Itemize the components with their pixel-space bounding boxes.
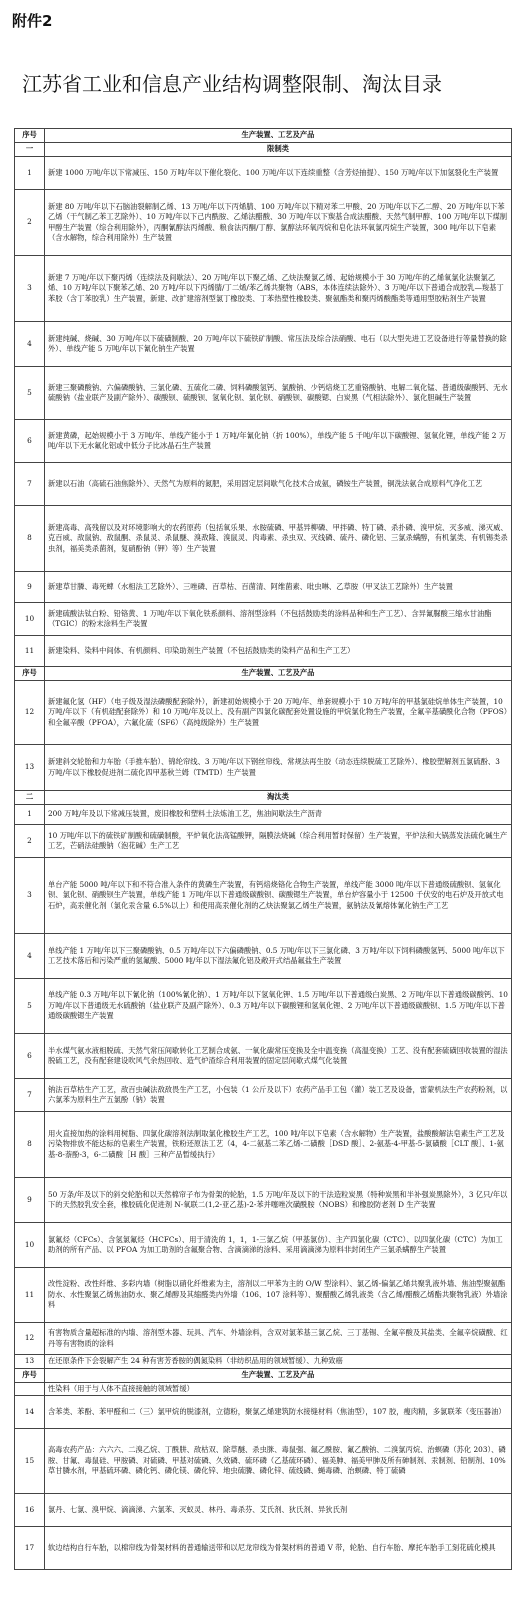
table-row — [15, 1079, 512, 1112]
row-number: 2 — [15, 190, 45, 256]
row-text: 新建三聚磷酸钠、六偏磷酸钠、三氯化磷、五硫化二磷、饲料磷酸氢钙、氯酸钠、少钙焙烧工艺重铬酸钠、电解二氧化锰、普通级碳酸钙、无水硫酸钠（盐业联产及副产除外）、碳酸钡、硫酸钡、氢氧化钡、氯化钡、硝酸钡、碳酸锶、白炭黑（气相法除外）、氯化胆碱生产装置 — [45, 367, 512, 420]
row-text: 在还原条件下会裂解产生 24 种有害芳香胺的偶氮染料（非纺织品用的领域暂缓）、九种致癌 — [45, 1355, 512, 1369]
row-number: 5 — [15, 979, 45, 1034]
row-text: 改性淀粉、改性纤维、多彩内墙（树脂以硝化纤维素为主，溶剂以二甲苯为主的 O/W 型涂料）、氯乙烯-偏氯乙烯共聚乳液外墙、焦油型聚氨酯防水、水性聚氯乙烯焦油防水、聚乙烯醇及其缩醛类内外墙（106、107 涂料等）、聚醋酸乙烯乳液类（含乙烯/醋酸乙烯酯共聚物乳液）外墙涂料 — [45, 1268, 512, 1323]
table-row — [15, 256, 512, 322]
row-text: 新建 80 万吨/年以下石脑油裂解制乙烯、13 万吨/年以下丙烯腈、100 万吨/年以下精对苯二甲酸、20 万吨/年以下乙二醇、20 万吨/年以下苯乙烯（干气制乙苯工艺除外）、10 万吨/年以下己内酰胺、乙烯法醋酸、30 万吨/年以下羰基合成法醋酸、天然气制甲醇、100 万吨/年以下煤制甲醇生产装置（综合利用除外），丙酮氰醇法丙烯酸、粮食法丙酮/丁醇、氯醇法环氧丙烷和皂化法环氧氯丙烷生产装置，300 吨/年以下皂素（含水解物，综合利用除外）生产装置 — [45, 190, 512, 256]
table-row — [15, 190, 512, 256]
row-text: 高毒农药产品：六六六、二溴乙烷、丁酰肼、敌枯双、除草醚、杀虫脒、毒鼠强、氟乙酰胺、氟乙酸钠、二溴氯丙烷、治螟磷（苏化 203）、磷胺、甘氟、毒鼠硅、甲胺磷、对硫磷、甲基对硫磷、久效磷、硫环磷（乙基硫环磷）、福美胂、福美甲胂及所有砷制剂、汞制剂、铅制剂、10%草甘膦水剂，甲基硫环磷、磷化钙、磷化镁、磷化锌、地虫硫膦、磷化锌、硫线磷、蝇毒磷、治螟磷、特丁硫磷 — [45, 1429, 512, 1494]
table-header-row — [15, 129, 512, 143]
table-row — [15, 603, 512, 636]
table-row — [15, 681, 512, 745]
row-number: 1 — [15, 805, 45, 825]
table-row — [15, 1178, 512, 1223]
row-text: 性染料（用于与人体不直接接触的领域暂缓） — [45, 1382, 512, 1396]
row-text: 有害物质含量超标准的内墙、溶剂型木器、玩具、汽车、外墙涂料，含双对氯苯基三氯乙烷、三丁基锡、全氟辛酸及其盐类、全氟辛烷磺酸、红丹等有害物质的涂料 — [45, 1323, 512, 1355]
table-row — [15, 1034, 512, 1079]
row-text: 新建以石油（高硫石油焦除外）、天然气为原料的氮肥，采用固定层间歇气化技术合成氨，磷铵生产装置，铜洗法氨合成原料气净化工艺 — [45, 463, 512, 506]
row-number: 11 — [15, 636, 45, 667]
row-number: 10 — [15, 1223, 45, 1268]
row-text: 新建斜交轮胎和力车胎（手推车胎）、锦纶帘线、3 万吨/年以下钢丝帘线、常规法再生胶（动态连续脱硫工艺除外）、橡胶塑解剂五氯硫酚、3 万吨/年以下橡胶促进剂二硫化四甲基秋兰姆（TMTD）生产装置 — [45, 745, 512, 791]
row-text: 50 万条/年及以下的斜交轮胎和以天然棉帘子布为骨架的轮胎，1.5 万吨/年及以下的干法造粒炭黑（特种炭黑和半补强炭黑除外），3 亿只/年以下的天然胶乳安全套，橡胶硫化促进剂 N-氧联二(1,2-亚乙基)-2-苯并噻唑次磺酰胺（NOBS）和橡胶防老剂 D 生产装置 — [45, 1178, 512, 1223]
row-text: 氯氟烃（CFCs）、含氢氯氟烃（HCFCs）、用于清洗的 1，1，1-三氯乙烷（甲基氯仿）、主产四氯化碳（CTC）、以四氯化碳（CTC）为加工助剂的所有产品、以 PFOA 为加工助剂的含氟聚合物、含滴滴涕的涂料、采用滴滴涕为原料非封闭生产三氯杀螨醇生产装置 — [45, 1223, 512, 1268]
section-label: 生产装置、工艺及产品 — [45, 1368, 512, 1382]
catalog-table — [14, 128, 512, 1570]
row-number: 12 — [15, 681, 45, 745]
row-text: 氯丹、七氯、溴甲烷、滴滴涕、六氯苯、灭蚁灵、林丹、毒杀芬、艾氏剂、狄氏剂、异狄氏剂 — [45, 1494, 512, 1527]
table-row — [15, 1382, 512, 1396]
row-text: 软边结构自行车胎，以棉帘线为骨架材料的普通输送带和以尼龙帘线为骨架材料的普通 V 带，轮胎、自行车胎、摩托车胎手工刻花硫化模具 — [45, 1527, 512, 1570]
header-content: 生产装置、工艺及产品 — [45, 129, 512, 143]
table-row — [15, 636, 512, 667]
section-num: 一 — [15, 143, 45, 157]
row-number: 3 — [15, 858, 45, 934]
row-text: 新建 1000 万吨/年以下常减压、150 万吨/年以下催化裂化、100 万吨/年以下连续重整（含芳烃抽提）、150 万吨/年以下加氢裂化生产装置 — [45, 157, 512, 190]
table-row — [15, 858, 512, 934]
table-row — [15, 572, 512, 603]
section-num: 二 — [15, 791, 45, 805]
row-number: 3 — [15, 256, 45, 322]
row-text: 单台产能 5000 吨/年以下和不符合准入条件的黄磷生产装置，有钙焙烧铬化合物生产装置，单线产能 3000 吨/年以下普通级硫酸钡、氢氧化钡、氯化钡、硝酸钡生产装置，单线产能 1 万吨/年以下普通级碳酸钡、碳酸锶生产装置，单台炉容量小于 12500 千伏安的电石炉及开放式电石炉，高汞催化剂（氯化汞含量 6.5%以上）和使用高汞催化剂的乙炔法聚氯乙烯生产装置，氨钠法及氰熔体氰化钠生产工艺 — [45, 858, 512, 934]
row-text: 200 万吨/年及以下常减压装置，废旧橡胶和塑料土法炼油工艺，焦油间歇法生产沥青 — [45, 805, 512, 825]
table-row — [15, 805, 512, 825]
attachment-label: 附件2 — [12, 12, 53, 30]
row-number: 9 — [15, 572, 45, 603]
row-number: 8 — [15, 506, 45, 572]
row-text: 含苯类、苯酚、苯甲醛和二（三）氯甲烷的脱漆剂，立德粉，聚氯乙烯建筑防水接缝材料（焦油型），107 胶，瘦肉精，多氯联苯（变压器油） — [45, 1396, 512, 1429]
table-row — [15, 506, 512, 572]
row-number: 11 — [15, 1268, 45, 1323]
row-number: 4 — [15, 934, 45, 979]
row-number: 12 — [15, 1323, 45, 1355]
table-row — [15, 934, 512, 979]
row-text: 新建 7 万吨/年以下聚丙烯（连续法及间歇法）、20 万吨/年以下聚乙烯、乙炔法聚氯乙烯、起始规模小于 30 万吨/年的乙烯氧氯化法聚氯乙烯、10 万吨/年以下聚苯乙烯、20 万吨/年以下丙烯腈/丁二烯/苯乙烯共聚物（ABS，本体连续法除外）、3 万吨/年以下普通合成胶乳—羧基丁苯胶（含丁苯胶乳）生产装置，新建、改扩建溶剂型氯丁橡胶类、丁苯热塑性橡胶类、聚氨酯类和聚丙烯酸酯类等通用型胶粘剂生产装置 — [45, 256, 512, 322]
table-header-row — [15, 667, 512, 681]
table-row — [15, 745, 512, 791]
row-number: 5 — [15, 367, 45, 420]
table-header-row — [15, 1368, 512, 1382]
row-number: 7 — [15, 463, 45, 506]
table-row — [15, 1429, 512, 1494]
row-text: 新建草甘膦、毒死蜱（水相法工艺除外）、三唑磷、百草枯、百菌清、阿维菌素、吡虫啉、乙草胺（甲叉法工艺除外）生产装置 — [45, 572, 512, 603]
row-number: 1 — [15, 157, 45, 190]
row-number: 13 — [15, 1355, 45, 1369]
row-text: 单线产能 0.3 万吨/年以下氰化钠（100%氰化钠）、1 万吨/年以下氢氧化钾、1.5 万吨/年以下普通级白炭黑、2 万吨/年以下普通级碳酸钙、10 万吨/年以下普通级无水硫酸钠（盐业联产及副产除外）、0.3 万吨/年以下碳酸锂和氢氧化锂、2 万吨/年以下普通级碳酸钡、1.5 万吨/年以下普通级碳酸锶生产装置 — [45, 979, 512, 1034]
table-row — [15, 825, 512, 858]
row-number: 6 — [15, 1034, 45, 1079]
row-text: 新建高毒、高残留以及对环境影响大的农药原药（包括氧乐果、水胺硫磷、甲基异柳磷、甲拌磷、特丁磷、杀扑磷、溴甲烷、灭多威、涕灭威、克百威、敌鼠钠、敌鼠酮、杀鼠灵、杀鼠醚、溴敌隆、溴鼠灵、肉毒素、杀虫双、灭线磷、硫丹、磷化铝、三氯杀螨醇，有机氯类、有机锡类杀虫剂，福美类杀菌剂，复硝酚钠（钾）等）生产装置 — [45, 506, 512, 572]
table-row — [15, 367, 512, 420]
row-text: 钠法百草枯生产工艺，敌百虫碱法敌敌畏生产工艺，小包装（1 公斤及以下）农药产品手工包（灌）装工艺及设备，雷蒙机法生产农药粉剂，以六氯苯为原料生产五氯酚（钠）装置 — [45, 1079, 512, 1112]
row-number: 9 — [15, 1178, 45, 1223]
table-row — [15, 1355, 512, 1369]
row-number: 10 — [15, 603, 45, 636]
row-number: 8 — [15, 1112, 45, 1178]
row-text: 新建染料、染料中间体、有机颜料、印染助剂生产装置（不包括鼓励类的染料产品和生产工艺） — [45, 636, 512, 667]
row-number: 2 — [15, 825, 45, 858]
row-text: 新建黄磷，起始规模小于 3 万吨/年、单线产能小于 1 万吨/年氰化钠（折 100%），单线产能 5 千吨/年以下碳酸锂、氢氧化锂，单线产能 2 万吨/年以下无水氟化铝或中低分子比冰晶石生产装置 — [45, 420, 512, 463]
table-row — [15, 1268, 512, 1323]
section-num: 序号 — [15, 667, 45, 681]
table-row — [15, 463, 512, 506]
row-text: 10 万吨/年以下的硫铁矿制酸和硫磺制酸，平炉氧化法高锰酸钾，隔膜法烧碱（综合利用暂时保留）生产装置，平炉法和大锅蒸发法硫化碱生产工艺，芒硝法硅酸钠（泡花碱）生产工艺 — [45, 825, 512, 858]
section-row — [15, 143, 512, 157]
row-number: 4 — [15, 322, 45, 367]
section-label: 淘汰类 — [45, 791, 512, 805]
section-row — [15, 791, 512, 805]
table-row — [15, 420, 512, 463]
row-number: 16 — [15, 1494, 45, 1527]
row-number: 17 — [15, 1527, 45, 1570]
table-row — [15, 1396, 512, 1429]
table-row — [15, 1323, 512, 1355]
row-number: 15 — [15, 1429, 45, 1494]
section-num: 序号 — [15, 1368, 45, 1382]
table-row — [15, 979, 512, 1034]
table-row — [15, 1494, 512, 1527]
row-number: 7 — [15, 1079, 45, 1112]
row-number: 14 — [15, 1396, 45, 1429]
row-text: 用火直接加热的涂料用树脂、四氯化碳溶剂法制取氯化橡胶生产工艺，100 吨/年以下皂素（含水解物）生产装置，盐酸酸解法皂素生产工艺及污染物排放不能达标的皂素生产装置，铁粉还原法工艺（4，4-二氨基二苯乙烯-二磺酸［DSD 酸］、2-氨基-4-甲基-5-氯磺酸［CLT 酸］、1-氨基-8-萘酚-3，6-二磺酸［H 酸］三种产品暂缓执行） — [45, 1112, 512, 1178]
row-number: 6 — [15, 420, 45, 463]
section-label: 生产装置、工艺及产品 — [45, 667, 512, 681]
header-num: 序号 — [15, 129, 45, 143]
table-row — [15, 1223, 512, 1268]
table-row — [15, 157, 512, 190]
table-row — [15, 322, 512, 367]
table-row — [15, 1112, 512, 1178]
table-row — [15, 1527, 512, 1570]
row-text: 半水煤气氨水液相脱硫、天然气常压间歇转化工艺制合成氨、一氧化碳常压变换及全中温变换（高温变换）工艺、没有配套硫磺回收装置的湿法脱硫工艺，没有配套建设吹风气余热回收、造气炉渣综合利用装置的固定层间歇式煤气化装置 — [45, 1034, 512, 1079]
row-number: 13 — [15, 745, 45, 791]
row-text: 单线产能 1 万吨/年以下三聚磷酸钠、0.5 万吨/年以下六偏磷酸钠、0.5 万吨/年以下三氯化磷、3 万吨/年以下饲料磷酸氢钙、5000 吨/年以下工艺技术落后和污染严重的氢氟酸、5000 吨/年以下湿法氟化铝及敞开式结晶氟盐生产装置 — [45, 934, 512, 979]
row-number — [15, 1382, 45, 1396]
row-text: 新建纯碱、烧碱、30 万吨/年以下硫磺制酸、20 万吨/年以下硫铁矿制酸、常压法及综合法硝酸、电石（以大型先进工艺设备进行等量替换的除外）、单线产能 5 万吨/年以下氰化钠生产装置 — [45, 322, 512, 367]
section-label: 限制类 — [45, 143, 512, 157]
document-title: 江苏省工业和信息产业结构调整限制、淘汰目录 — [22, 72, 442, 96]
row-text: 新建硫酸法钛白粉、铅铬黄、1 万吨/年以下氧化铁系颜料、溶剂型涂料（不包括鼓励类的涂料品种和生产工艺）、含异氰脲酸三缩水甘油酯（TGIC）的粉末涂料生产装置 — [45, 603, 512, 636]
row-text: 新建氟化氢（HF）（电子级及湿法磷酸配套除外），新建初始规模小于 20 万吨/年、单套规模小于 10 万吨/年的甲基氯硅烷单体生产装置，10 万吨/年以下（有机硅配套除外）和 10 万吨/年及以上、没有副产四氯化碳配套处置设施的甲烷氯化物生产装置，全氟辛基磺酰化合物（PFOS）和全氟辛酸（PFOA），六氟化硫（SF6）（高纯级除外）生产装置 — [45, 681, 512, 745]
